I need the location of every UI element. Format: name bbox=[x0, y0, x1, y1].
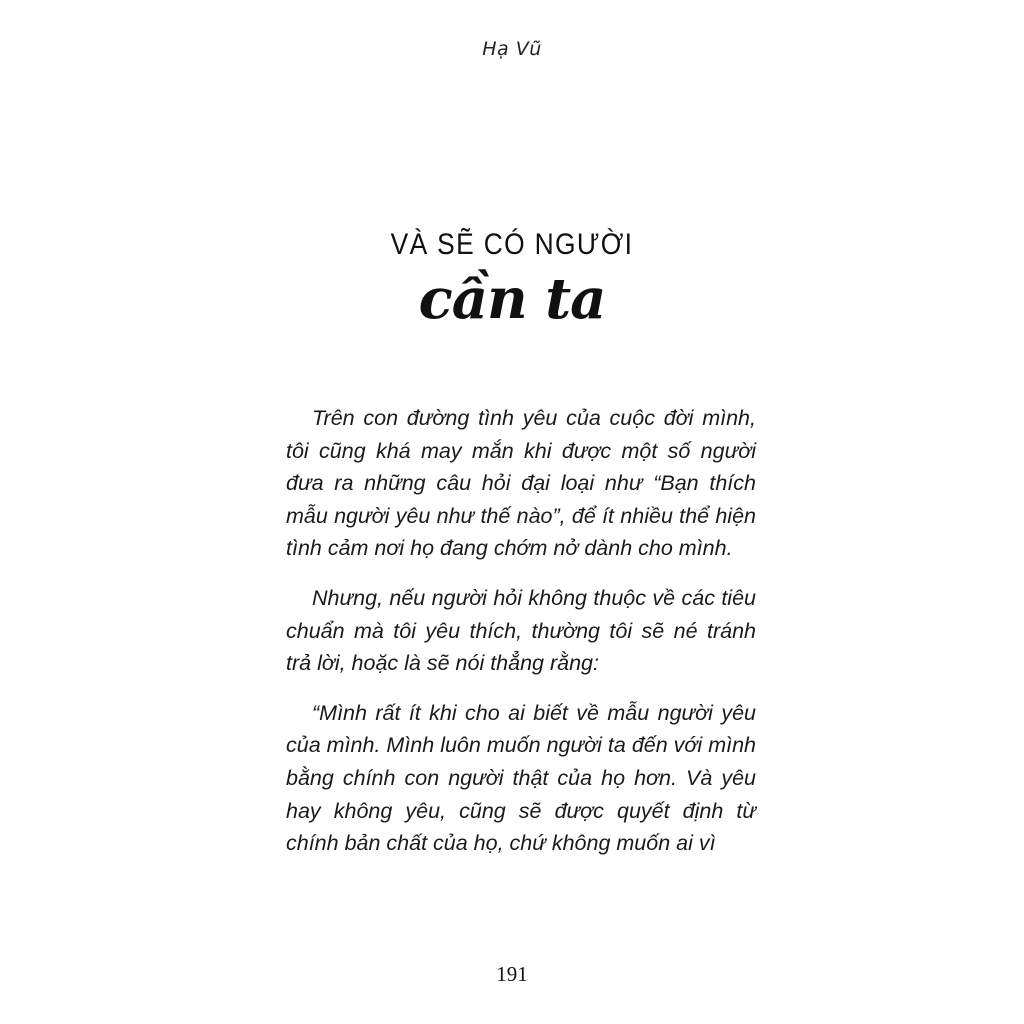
paragraph-2: Nhưng, nếu người hỏi không thuộc về các tiêu chuẩn mà tôi yêu thích, thường tôi sẽ né tránh trả lời, hoặc là sẽ nói thẳng rằng: bbox=[286, 585, 756, 676]
page-number: 191 bbox=[496, 962, 528, 986]
body-text bbox=[286, 402, 756, 877]
chapter-title: VÀ SẼ CÓ NGƯỜI bbox=[390, 228, 634, 261]
chapter-subtitle-script: cần ta bbox=[418, 266, 606, 332]
paragraph-1: Trên con đường tình yêu của cuộc đời mình, tôi cũng khá may mắn khi được một số người đưa ra những câu hỏi đại loại như “Bạn thích mẫu người yêu như thế nào”, để ít nhiều thể hiện tình cảm nơi họ đang chớm nở dành cho mình. bbox=[286, 406, 756, 561]
running-header: Hạ Vũ bbox=[482, 38, 542, 60]
paragraph-3: “Mình rất ít khi cho ai biết về mẫu người yêu của mình. Mình luôn muốn người ta đến với mình bằng chính con người thật của họ hơn. Và yêu hay không yêu, cũng sẽ được quyết định từ chính bản chất của họ, chứ không muốn ai vì bbox=[286, 700, 756, 856]
